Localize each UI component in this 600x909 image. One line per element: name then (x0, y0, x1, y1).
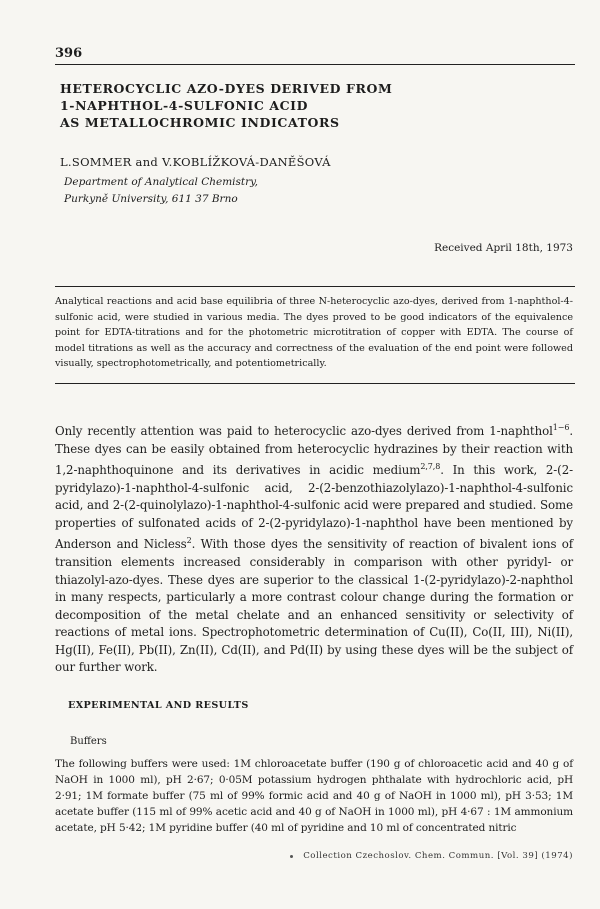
intro-text-4: . With those dyes the sensitivity of reaction of bivalent ions of transition elements increased considerably in comparison with other pyridyl- or thiazolyl-azo-dyes. These dyes are superior to the classical 1-(2-pyridylazo)-2-naphthol in many respects, particularly a more contrast colour change during the formation or decomposition of the metal chelate and an enhanced sensitivity or selectivity of reactions of metal ions. Spectrophotometric determination of Cu(II), Co(II, III), Ni(II), Hg(II), Fe(II), Pb(II), Zn(II), Cd(II), and Pd(II) by using these dyes will be the subject of our further work. (55, 537, 574, 675)
affiliation-line-1: Department of Analytical Chemistry, (64, 176, 259, 188)
intro-text-3: . In this work, 2-(2-pyridylazo)-1-naphthol-4-sulfonic acid, 2-(2-benzothiazolylazo)-1-naphthol-4-sulfonic acid, and 2-(2-quinolylazo)-1-naphthol-4-sulfonic acid were prepared and studied. Some properties of sulfonated acids of 2-(2-pyridylazo)-1-naphthol have been mentioned by Anderson and Nicless (55, 463, 573, 552)
abstract-bottom-rule (55, 383, 575, 384)
journal-footer: Collection Czechoslov. Chem. Commun. [Vol. 39] (1974) (303, 851, 573, 861)
header-rule (55, 64, 575, 65)
title-line-1: HETEROCYCLIC AZO-DYES DERIVED FROM (60, 81, 393, 96)
citation-ref-1: 1−6 (552, 423, 570, 432)
received-date: Received April 18th, 1973 (434, 242, 573, 254)
section-heading: EXPERIMENTAL AND RESULTS (68, 700, 249, 711)
footer-dot (290, 855, 293, 858)
page-number: 396 (55, 46, 83, 61)
title-line-2: 1-NAPHTHOL-4-SULFONIC ACID (60, 98, 309, 113)
citation-ref-2: 2,7,8 (420, 462, 441, 472)
abstract: Analytical reactions and acid base equilibria of three N-heterocyclic azo-dyes, derived from 1-naphthol-4-sulfonic acid, were studied in various media. The dyes proved to be good indicators of the equivalence point for EDTA-titrations and for the photometric microtitration of copper with EDTA. The course of model titrations as well as the accuracy and correctness of the evaluation of the end point were followed visually, spectrophotometrically, and potentiometrically. (55, 296, 573, 370)
introduction-paragraph (55, 419, 573, 677)
authors: L.SOMMER and V.KOBLÍŽKOVÁ-DANĚŠOVÁ (60, 155, 331, 169)
buffers-paragraph: The following buffers were used: 1M chloroacetate buffer (190 g of chloroacetic acid and 40 g of NaOH in 1000 ml), pH 2·67; 0·05M potassium hydrogen phthalate with hydrochloric acid, pH 2·91; 1M formate buffer (75 ml of 99% formic acid and 40 g of NaOH in 1000 ml), pH 3·53; 1M acetate buffer (115 ml of 99% acetic acid and 40 g of NaOH in 1000 ml), pH 4·67 : 1M ammonium acetate, pH 5·42; 1M pyridine buffer (40 ml of pyridine and 10 ml of concentrated nitric (55, 758, 573, 835)
affiliation-line-2: Purkyně University, 611 37 Brno (64, 193, 238, 205)
intro-text-1: Only recently attention was paid to heterocyclic azo-dyes derived from 1-naphthol (55, 423, 553, 438)
subsection-heading: Buffers (70, 736, 107, 747)
title-line-3: AS METALLOCHROMIC INDICATORS (60, 115, 340, 130)
citation-ref-3: 2 (186, 536, 192, 546)
affiliation (64, 174, 258, 208)
abstract-top-rule (55, 286, 575, 287)
article-title (60, 80, 540, 131)
intro-text-2: . These dyes can be easily obtained from heterocyclic hydrazines by their reaction with 1,2-naphthoquinone and its derivatives in acidic medium (55, 423, 573, 478)
